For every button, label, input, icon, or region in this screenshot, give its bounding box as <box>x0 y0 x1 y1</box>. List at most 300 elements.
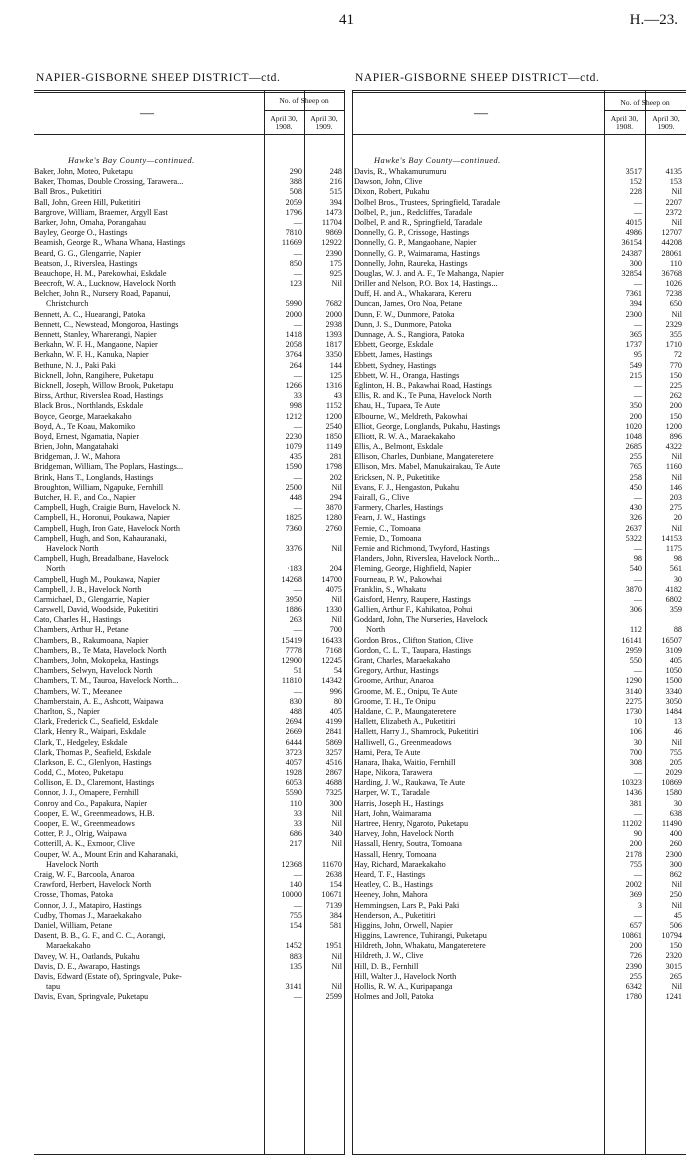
sheep-1908: — <box>293 686 302 696</box>
sheep-1909: 862 <box>669 869 682 879</box>
sheep-1908: 508 <box>289 187 302 197</box>
sheep-1909: 1951 <box>325 941 342 951</box>
owner-name-text: Baker, Thomas, Double Crossing, Tarawera... <box>34 177 184 187</box>
owner-name-text: Hollis, R. W. A., Kuripapanga <box>354 982 453 992</box>
table-row <box>34 452 344 462</box>
sheep-1908: 850 <box>289 258 302 268</box>
sheep-1908: 448 <box>289 493 302 503</box>
sheep-1909: 125 <box>329 370 342 380</box>
sheep-1908: 549 <box>629 360 642 370</box>
owner-name <box>34 748 262 758</box>
table-row <box>34 615 344 625</box>
table-row <box>34 524 344 534</box>
owner-name <box>34 412 262 422</box>
sheep-1909: 43 <box>333 391 342 401</box>
table-row <box>352 462 686 472</box>
sheep-1909: 3257 <box>325 747 342 757</box>
owner-name <box>354 727 602 737</box>
sheep-1908: 7778 <box>285 645 302 655</box>
owner-name-text: Gallien, Arthur F., Kahikatoa, Pohui <box>354 605 473 615</box>
table-row <box>34 676 344 686</box>
table-row <box>352 911 686 921</box>
sheep-1908: 3950 <box>285 594 302 604</box>
sheep-1909: 400 <box>669 829 682 839</box>
owner-name-text: Harding, J. W., Raukawa, Te Aute <box>354 778 466 788</box>
sheep-1909: 638 <box>669 808 682 818</box>
sheep-1908: 200 <box>629 941 642 951</box>
table-row <box>34 819 344 829</box>
owner-name-text: Chambers, Arthur H., Petane <box>34 625 129 635</box>
table-row <box>352 310 686 320</box>
sheep-1908: 657 <box>629 920 642 930</box>
owner-name <box>354 799 602 809</box>
owner-name-text: Carswell, David, Woodside, Puketitiri <box>34 605 159 615</box>
owner-name-text: Black Bros., Northlands, Eskdale <box>34 401 144 411</box>
owner-name <box>34 238 262 248</box>
sheep-1908: 2500 <box>285 482 302 492</box>
owner-name-continuation: North <box>366 625 386 635</box>
owner-name <box>354 432 602 442</box>
sheep-1909: 203 <box>669 493 682 502</box>
table-row <box>34 554 344 574</box>
owner-name-continuation: Havelock North <box>46 543 99 553</box>
sheep-1908: 11669 <box>281 238 302 248</box>
table-row <box>352 778 686 788</box>
owner-name-text: Dolbel, P. and R., Springfield, Taradale <box>354 217 483 227</box>
sheep-1908: — <box>633 279 642 289</box>
table-row <box>352 412 686 422</box>
sheep-1908: 2178 <box>625 849 642 859</box>
table-row <box>352 259 686 269</box>
table-row <box>34 218 344 228</box>
owner-name-text: Crawford, Herbert, Havelock North <box>34 880 152 890</box>
owner-name <box>34 839 262 849</box>
table-row <box>352 554 686 564</box>
table-row <box>34 911 344 921</box>
table-row <box>34 880 344 890</box>
owner-name-text: Conroy and Co., Papakura, Napier <box>34 798 148 808</box>
owner-name <box>34 911 262 921</box>
table-row <box>352 575 686 585</box>
table-row <box>34 697 344 707</box>
sheep-1908: 1418 <box>285 330 302 340</box>
owner-name-text: Elbourne, W., Meldreth, Pakowhai <box>354 411 468 421</box>
owner-name-text: Ebbett, George, Eskdale <box>354 340 434 350</box>
table-row <box>352 452 686 462</box>
sheep-1908: 24387 <box>621 248 642 258</box>
table-row <box>352 758 686 768</box>
sheep-1908: — <box>633 594 642 604</box>
sheep-1908: — <box>293 248 302 258</box>
table-row <box>34 972 344 992</box>
owner-name <box>354 198 602 208</box>
sheep-1909: Nil <box>671 523 682 533</box>
owner-name <box>34 371 262 381</box>
sheep-1909: 250 <box>669 890 682 900</box>
sheep-1909: 4516 <box>325 757 342 767</box>
owner-name-text: Fairall, G., Clive <box>354 493 410 502</box>
sheep-1909: 6802 <box>665 594 682 604</box>
sheep-1908: 106 <box>629 727 642 737</box>
sheep-1909: Nil <box>331 543 342 553</box>
table-row <box>352 218 686 228</box>
owner-name-text: Heatley, C. B., Hastings <box>354 880 433 890</box>
owner-name <box>354 717 602 727</box>
sheep-1909: 216 <box>329 177 342 187</box>
sheep-1909: Nil <box>671 217 682 227</box>
owner-name <box>34 442 262 452</box>
table-row <box>352 931 686 941</box>
sheep-1908: 2059 <box>285 197 302 207</box>
sheep-1909: 355 <box>669 330 682 339</box>
owner-name <box>354 452 602 462</box>
owner-name <box>354 381 602 391</box>
sheep-1909: Nil <box>671 187 682 197</box>
table-row <box>34 167 344 177</box>
sheep-1908: 435 <box>289 452 302 462</box>
table-row <box>34 177 344 187</box>
owner-name <box>34 758 262 768</box>
county-subheading: Hawke's Bay County—continued. <box>374 156 501 165</box>
table-row <box>34 595 344 605</box>
owner-name <box>34 401 262 411</box>
owner-name <box>354 605 602 615</box>
owner-name <box>34 391 262 401</box>
sheep-1908: — <box>293 870 302 879</box>
sheep-1908: 1737 <box>625 340 642 350</box>
sheep-1909: Nil <box>331 951 342 961</box>
owner-name <box>34 503 262 513</box>
owner-name <box>354 676 602 686</box>
table-row <box>34 442 344 452</box>
owner-name-continuation: Havelock North <box>46 859 99 869</box>
owner-name-text: Broughton, William, Ngapuke, Fernhill <box>34 482 164 492</box>
owner-name-text: Boyd, Ernest, Ngamatia, Napier <box>34 431 140 441</box>
owner-name-text: Bayley, George O., Hastings <box>34 228 128 238</box>
owner-name-text: Carmichael, D., Glengarrie, Napier <box>34 594 150 604</box>
table-row <box>352 839 686 849</box>
sheep-1909: 561 <box>669 564 682 574</box>
table-row <box>34 656 344 666</box>
sheep-1909: Nil <box>331 961 342 971</box>
owner-name <box>354 534 602 544</box>
owner-name-text: Chambers, B., Rakumoana, Napier <box>34 635 149 645</box>
sheep-1908: 450 <box>629 482 642 492</box>
owner-name-text: Harvey, John, Havelock North <box>354 829 454 839</box>
owner-name-text: Harris, Joseph H., Hastings <box>354 798 444 808</box>
owner-name-text: Cooper, E. W., Greenmeadows <box>34 819 135 829</box>
table-row <box>352 320 686 330</box>
owner-name-text: Elliott, R. W. A., Maraekakaho <box>354 431 456 441</box>
table-row <box>34 758 344 768</box>
sheep-1909: 925 <box>329 268 342 278</box>
sheep-1909: 1817 <box>325 340 342 350</box>
sheep-1908: — <box>633 380 642 390</box>
table-row <box>34 575 344 585</box>
owner-name-text: Beauchope, H. M., Parekowhai, Eskdale <box>34 268 167 278</box>
table-row <box>352 442 686 452</box>
table-row <box>34 249 344 259</box>
owner-name <box>34 187 262 197</box>
table-row <box>34 707 344 717</box>
sheep-1908: 10861 <box>621 931 642 941</box>
owner-name-text: Evans, F. J., Hengaston, Pukahu <box>354 482 460 492</box>
owner-name-text: Gordon Bros., Clifton Station, Clive <box>354 635 473 645</box>
sheep-1908: 550 <box>629 656 642 666</box>
sheep-1909: 2540 <box>325 421 342 431</box>
owner-name-text: Butcher, H. F., and Co., Napier <box>34 493 136 503</box>
sheep-1908: — <box>293 217 302 227</box>
sheep-1909: 150 <box>669 411 682 421</box>
sheep-1908: — <box>633 207 642 217</box>
sheep-1908: 4057 <box>285 757 302 767</box>
table-row <box>34 513 344 523</box>
owner-name-text: Hallett, Elizabeth A., Puketitiri <box>354 717 456 727</box>
sheep-1909: 405 <box>329 706 342 716</box>
left-rows <box>34 167 344 1002</box>
sheep-1909: 1152 <box>325 401 342 411</box>
sheep-1909: 10869 <box>661 778 682 788</box>
owner-name <box>354 524 602 534</box>
table-row <box>34 962 344 972</box>
table-row <box>352 249 686 259</box>
sheep-1909: 300 <box>329 798 342 808</box>
owner-name-text: Cotter, P. J., Olrig, Waipawa <box>34 829 127 839</box>
sheep-1909: 3870 <box>325 503 342 513</box>
sheep-1908: — <box>293 625 302 635</box>
sheep-1909: 4182 <box>665 584 682 594</box>
table-row <box>34 727 344 737</box>
owner-name <box>354 422 602 432</box>
sheep-1908: 365 <box>629 330 642 339</box>
owner-name-text: Brien, John, Mangatahaki <box>34 442 119 452</box>
owner-name <box>34 524 262 534</box>
sheep-1908: 7360 <box>285 523 302 533</box>
sheep-1908: 755 <box>289 910 302 920</box>
owner-name-text: Bicknell, Joseph, Willow Brook, Puketapu <box>34 380 174 390</box>
sheep-1908: — <box>633 768 642 778</box>
owner-name <box>34 350 262 360</box>
owner-name <box>354 687 602 697</box>
sheep-1908: — <box>633 543 642 553</box>
sheep-1909: 755 <box>669 747 682 757</box>
sheep-1909: 2599 <box>325 992 342 1002</box>
owner-name-text: Gaisford, Henry, Raupere, Hastings <box>354 594 471 604</box>
owner-name-text: Collison, E. D., Claremont, Hastings <box>34 778 155 788</box>
owner-name <box>354 788 602 798</box>
owner-name-text: Bennett, A. C., Huearangi, Patoka <box>34 309 146 319</box>
owner-name <box>34 259 262 269</box>
sheep-1909: Nil <box>671 452 682 462</box>
sheep-1909: 144 <box>329 360 342 370</box>
sheep-1909: 12707 <box>661 228 682 238</box>
owner-name-text: Groome, M. E., Onipu, Te Aute <box>354 686 458 696</box>
table-row <box>34 666 344 676</box>
table-row <box>352 788 686 798</box>
owner-name <box>34 992 262 1002</box>
owner-name-text: Cotterill, A. K., Exmoor, Clive <box>34 839 135 849</box>
sheep-1909: 405 <box>669 656 682 666</box>
sheep-1908: 200 <box>629 411 642 421</box>
owner-name-text: Hill, D. B., Fernhill <box>354 961 419 971</box>
owner-name-text: Ebbett, W. H., Oranga, Hastings <box>354 370 460 380</box>
sheep-1909: 14700 <box>321 574 342 584</box>
sheep-1909: 2938 <box>325 319 342 329</box>
sheep-1909: 14153 <box>661 533 682 543</box>
owner-name-text: Hart, John, Waimarama <box>354 808 432 818</box>
owner-name <box>354 350 602 360</box>
owner-name <box>354 483 602 493</box>
table-row <box>352 432 686 442</box>
sheep-1908: 3870 <box>625 584 642 594</box>
sheep-1908: 7361 <box>625 289 642 299</box>
sheep-1908: 255 <box>629 452 642 462</box>
sheep-1909: 300 <box>669 859 682 869</box>
owner-name <box>354 320 602 330</box>
owner-name <box>34 432 262 442</box>
owner-name-text: Dunnage, A. S., Rangiora, Patoka <box>354 330 465 339</box>
table-row <box>34 890 344 900</box>
sheep-1908: 1452 <box>285 941 302 951</box>
table-row <box>34 228 344 238</box>
sheep-1908: 1730 <box>625 706 642 716</box>
owner-name-text: Campbell, Hugh M., Poukawa, Napier <box>34 574 160 584</box>
sheep-1909: 7682 <box>325 299 342 309</box>
sheep-1908: 217 <box>289 839 302 849</box>
table-row <box>34 809 344 819</box>
sheep-1909: 650 <box>669 299 682 309</box>
owner-name <box>354 218 602 228</box>
owner-name <box>34 615 262 625</box>
sheep-1909: 2320 <box>665 951 682 961</box>
sheep-1908: 51 <box>293 666 302 676</box>
table-row <box>34 238 344 248</box>
sheep-1908: 430 <box>629 503 642 513</box>
owner-name <box>354 177 602 187</box>
table-row <box>352 636 686 646</box>
sheep-1909: 11670 <box>321 859 342 869</box>
owner-name-text: Hallett, Harry J., Shamrock, Puketitiri <box>354 727 479 737</box>
owner-name <box>354 972 602 982</box>
table-row <box>34 850 344 870</box>
sheep-1908: 264 <box>289 360 302 370</box>
owner-name-text: Gordon, C. L. T., Taupara, Hastings <box>354 645 471 655</box>
table-row <box>34 330 344 340</box>
table-row <box>352 198 686 208</box>
sheep-1908: 1590 <box>285 462 302 472</box>
sheep-1908: 1886 <box>285 605 302 615</box>
left-table <box>34 90 344 1155</box>
table-row <box>34 717 344 727</box>
owner-name <box>354 289 602 299</box>
sheep-1908: — <box>293 370 302 380</box>
owner-name-text: Dolbel, P., jun., Redcliffes, Taradale <box>354 207 473 217</box>
owner-name-text: Birss, Arthur, Riverslea Road, Hastings <box>34 391 164 401</box>
owner-name-text: Duff, H. and A., Whakarara, Kereru <box>354 289 472 299</box>
owner-name <box>34 972 262 992</box>
owner-name <box>354 809 602 819</box>
table-row <box>352 330 686 340</box>
sheep-1909: 2207 <box>665 197 682 207</box>
sheep-1909: 1710 <box>665 340 682 350</box>
sheep-1909: 2867 <box>325 768 342 778</box>
sheep-1909: 154 <box>329 880 342 890</box>
sheep-1909: 202 <box>329 472 342 482</box>
owner-name <box>34 625 262 635</box>
sheep-1909: 12245 <box>321 656 342 666</box>
sheep-1909: 248 <box>329 167 342 176</box>
table-row <box>34 198 344 208</box>
sheep-1909: 2300 <box>665 849 682 859</box>
owner-name <box>354 860 602 870</box>
owner-name <box>34 483 262 493</box>
table-row <box>352 727 686 737</box>
table-row <box>34 187 344 197</box>
owner-name-text: Couper, W. A., Mount Erin and Kaharanaki, <box>34 849 179 859</box>
owner-name <box>34 167 262 177</box>
sheep-1908: — <box>293 268 302 278</box>
sheep-1908: 16141 <box>621 635 642 645</box>
table-row <box>34 687 344 697</box>
owner-name-text: Gregory, Arthur, Hastings <box>354 666 439 676</box>
sheep-1908: 14268 <box>281 574 302 584</box>
sheep-1908: 10323 <box>621 778 642 788</box>
owner-name <box>34 554 262 574</box>
owner-name <box>354 615 602 635</box>
owner-name <box>34 340 262 350</box>
table-row <box>352 238 686 248</box>
table-row <box>352 534 686 544</box>
owner-name-text: Clark, Frederick C., Seafield, Eskdale <box>34 717 159 727</box>
sheep-1909: 1149 <box>325 442 342 452</box>
owner-name <box>354 941 602 951</box>
sheep-1909: 3109 <box>665 645 682 655</box>
table-row <box>352 289 686 299</box>
owner-name-text: Ellison, Mrs. Mabel, Manukairakau, Te Aute <box>354 462 501 472</box>
sheep-1908: 90 <box>633 829 642 839</box>
sheep-1909: 996 <box>329 686 342 696</box>
sheep-1908: 300 <box>629 258 642 268</box>
sheep-1908: 1825 <box>285 513 302 523</box>
sheep-1909: 896 <box>669 431 682 441</box>
table-row <box>352 422 686 432</box>
table-row <box>352 167 686 177</box>
sheep-1909: 2390 <box>325 248 342 258</box>
owner-name-text: Donnelly, John, Raureka, Hastings <box>354 258 468 268</box>
col-1909-header: April 30, 1909. <box>310 114 338 132</box>
table-row <box>34 320 344 330</box>
sheep-1909: 44208 <box>661 238 682 248</box>
owner-name <box>354 371 602 381</box>
owner-name <box>34 452 262 462</box>
sheep-1908: 1796 <box>285 207 302 217</box>
owner-name-text: Chamberstain, A. E., Ashcott, Waipawa <box>34 696 164 706</box>
table-row <box>352 768 686 778</box>
owner-name <box>34 707 262 717</box>
table-row <box>34 605 344 615</box>
sheep-1909: 98 <box>673 554 682 564</box>
owner-name-text: Campbell, Hugh, and Son, Kahauranaki, <box>34 533 167 543</box>
sheep-1908: 11202 <box>621 819 642 829</box>
sheep-1908: 308 <box>629 757 642 767</box>
sheep-1908: 12900 <box>281 656 302 666</box>
sheep-1909: 4135 <box>665 167 682 176</box>
owner-name-text: Brink, Hans T., Longlands, Hastings <box>34 472 154 482</box>
sheep-1909: 2372 <box>665 207 682 217</box>
owner-name-text: Clark, T., Hedgeley, Eskdale <box>34 737 128 747</box>
left-district-title: NAPIER-GISBORNE SHEEP DISTRICT—ctd. <box>36 72 281 84</box>
col-1908-header: April 30, 1908. <box>610 114 639 132</box>
